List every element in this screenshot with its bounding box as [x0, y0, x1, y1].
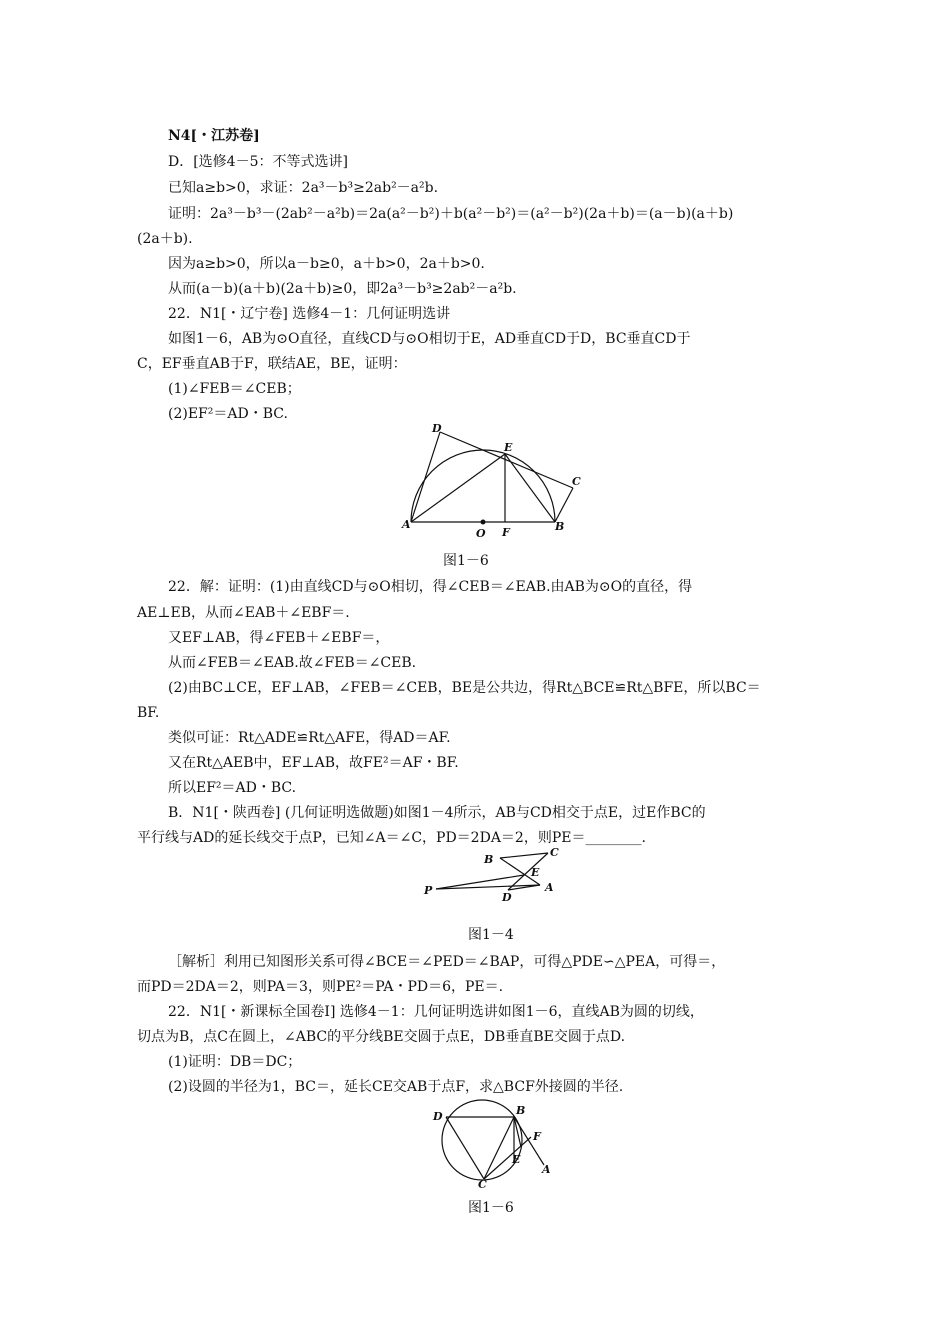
- solution-line: 所以EF²＝AD・BC.: [168, 780, 297, 796]
- point-label-E: E: [504, 441, 513, 454]
- point-label-C: C: [478, 1178, 487, 1191]
- point-label-E: E: [531, 866, 540, 879]
- point-label-A: A: [402, 518, 411, 531]
- solution-line: 又在Rt△AEB中，EF⊥AB，故FE²＝AF・BF.: [168, 755, 459, 771]
- problem-heading: B．N1[・陕西卷] (几何证明选做题)如图1－4所示，AB与CD相交于点E，过E作BC的: [168, 805, 706, 821]
- point-label-C: C: [550, 846, 559, 859]
- solution-line: 22．解：证明：(1)由直线CD与⊙O相切，得∠CEB＝∠EAB.由AB为⊙O的直径，得: [168, 579, 693, 595]
- point-label-P: P: [424, 884, 433, 897]
- proof-line: 证明：2a³－b³－(2ab²－a²b)＝2a(a²－b²)＋b(a²－b²)＝(a²－b²)(2a＋b)＝(a－b)(a＋b): [168, 206, 734, 222]
- point-label-A: A: [545, 881, 554, 894]
- solution-line: (2)由BC⊥CE，EF⊥AB，∠FEB＝∠CEB，BE是公共边，得Rt△BCE≌Rt△BFE，所以BC＝: [168, 680, 761, 696]
- point-label-E: E: [512, 1153, 521, 1166]
- section-title: D．[选修4－5：不等式选讲]: [168, 154, 348, 170]
- point-label-D: D: [432, 422, 442, 435]
- proof-line: 因为a≥b>0，所以a－b≥0，a＋b>0，2a＋b>0.: [168, 256, 485, 272]
- solution-line: 从而∠FEB＝∠EAB.故∠FEB＝∠CEB.: [168, 655, 417, 671]
- problem-statement: 已知a≥b>0，求证：2a³－b³≥2ab²－a²b.: [168, 180, 439, 196]
- point-label-F: F: [533, 1130, 541, 1143]
- problem-part: (2)设圆的半径为1，BC＝，延长CE交AB于点F，求△BCF外接圆的半径.: [168, 1079, 624, 1095]
- problem-statement: 切点为B，点C在圆上，∠ABC的平分线BE交圆于点E，DB垂直BE交圆于点D.: [137, 1029, 626, 1045]
- point-label-F: F: [502, 526, 510, 539]
- analysis-line: 而PD＝2DA＝2，则PA＝3，则PE²＝PA・PD＝6，PE＝.: [137, 979, 504, 995]
- source-heading: N4[・江苏卷]: [168, 128, 260, 144]
- problem-statement: 平行线与AD的延长线交于点P，已知∠A＝∠C，PD＝2DA＝2，则PE＝________.: [137, 830, 646, 846]
- point-label-D: D: [502, 891, 512, 904]
- geometry-figure-intersecting-lines: [418, 845, 568, 903]
- point-label-C: C: [572, 475, 581, 488]
- analysis-line: ［解析］利用已知图形关系可得∠BCE＝∠PED＝∠BAP，可得△PDE∽△PEA，可得＝，: [168, 954, 726, 970]
- solution-line: BF.: [137, 705, 160, 721]
- solution-line: AE⊥EB，从而∠EAB＋∠EBF＝.: [137, 605, 350, 621]
- point-label-B: B: [516, 1104, 526, 1117]
- geometry-figure-circle-tangent: [428, 1097, 558, 1189]
- proof-line: (2a＋b).: [137, 231, 193, 247]
- figure-caption: 图1－4: [468, 927, 514, 943]
- problem-heading: 22．N1[・辽宁卷] 选修4－1：几何证明选讲: [168, 306, 451, 322]
- point-label-B: B: [555, 520, 565, 533]
- problem-part: (1)证明：DB＝DC；: [168, 1054, 302, 1070]
- point-label-A: A: [542, 1163, 551, 1176]
- problem-part: (1)∠FEB＝∠CEB；: [168, 381, 301, 397]
- problem-statement: 如图1－6，AB为⊙O直径，直线CD与⊙O相切于E，AD垂直CD于D，BC垂直CD于: [168, 331, 691, 347]
- figure-caption: 图1－6: [468, 1200, 514, 1216]
- figure-caption: 图1－6: [443, 553, 489, 569]
- problem-statement: C，EF垂直AB于F，联结AE，BE，证明：: [137, 356, 407, 372]
- proof-line: 从而(a－b)(a＋b)(2a＋b)≥0，即2a³－b³≥2ab²－a²b.: [168, 281, 517, 297]
- point-label-O: O: [476, 527, 486, 540]
- geometry-figure-tangent-circle: [398, 418, 588, 543]
- point-label-D: D: [433, 1110, 443, 1123]
- point-label-B: B: [484, 853, 494, 866]
- solution-line: 类似可证：Rt△ADE≌Rt△AFE，得AD＝AF.: [168, 730, 451, 746]
- solution-line: 又EF⊥AB，得∠FEB＋∠EBF＝，: [168, 630, 390, 646]
- problem-part: (2)EF²＝AD・BC.: [168, 406, 288, 422]
- problem-heading: 22．N1[・新课标全国卷Ⅰ] 选修4－1：几何证明选讲如图1－6，直线AB为圆的切线，: [168, 1004, 704, 1020]
